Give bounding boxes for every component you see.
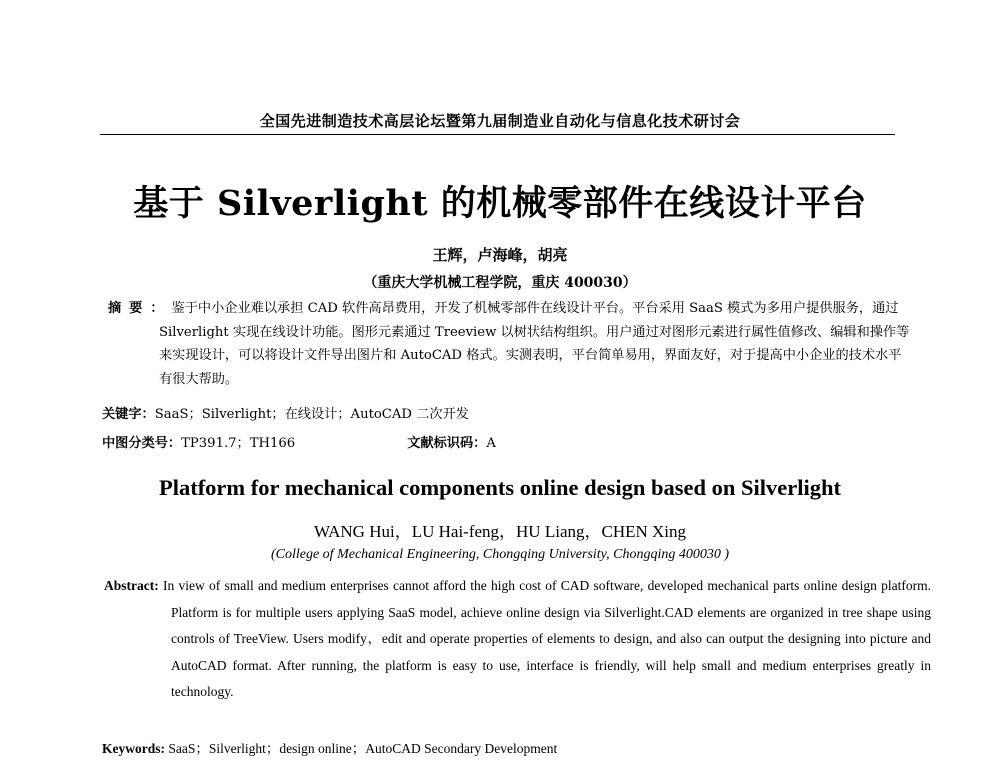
abstract-en (104, 573, 931, 706)
abstract-en-text: In view of small and medium enterprises cannot afford the high cost of CAD software, developed mechanical parts online design platform. Platform is for multiple users applying SaaS model, achieve online design via Silverlight.CAD elements are organized in tree shape using controls of TreeView. Users modify，edit and operate properties of elements to design, and also can output the designing into picture and AutoCAD format. After running, the platform is easy to use, interface is friendly, will help small and medium enterprises greatly in technology. (163, 578, 931, 699)
doc-code-value: A (486, 436, 496, 451)
abstract-cn (108, 297, 911, 391)
keywords-en-label: Keywords: (102, 741, 165, 756)
classification-line (102, 432, 496, 451)
paper-title-cn: 基于 Silverlight 的机械零部件在线设计平台 (133, 183, 867, 224)
header-rule (100, 134, 895, 135)
keywords-cn-label: 关键字： (102, 407, 155, 422)
classification-label: 中图分类号： (102, 436, 182, 451)
keywords-cn-text: SaaS；Silverlight；在线设计；AutoCAD 二次开发 (154, 407, 469, 422)
abstract-en-label: Abstract: (104, 578, 159, 593)
classification-value: TP391.7；TH166 (181, 436, 296, 451)
doc-code-label: 文献标识码： (407, 436, 487, 451)
affiliation-en: (College of Mechanical Engineering, Chongqing University, Chongqing 400030 ) (270, 547, 730, 562)
keywords-cn (102, 403, 469, 422)
affiliation-cn: （重庆大学机械工程学院，重庆 400030） (363, 275, 637, 291)
keywords-en (102, 737, 557, 757)
paper-title-en: Platform for mechanical components online design based on Silverlight (158, 475, 842, 500)
abstract-cn-text: 鉴于中小企业难以承担 CAD 软件高昂费用，开发了机械零部件在线设计平台。平台采用 SaaS 模式为多用户提供服务，通过 Silverlight 实现在线设计功能。图形元素通过 Treeview 以树状结构组织。用户通过对图形元素进行属性值修改、编辑和操作等来实现设计，可以将设计文件导出图片和 AutoCAD 格式。实测表明，平台简单易用，界面友好，对于提高中小企业的技术水平有很大帮助。 (159, 301, 910, 387)
authors-en: WANG Hui，LU Hai-feng，HU Liang，CHEN Xing (313, 522, 687, 541)
keywords-en-text: SaaS；Silverlight；design online；AutoCAD Secondary Development (168, 741, 558, 756)
abstract-cn-label: 摘要： (108, 301, 172, 316)
conference-header: 全国先进制造技术高层论坛暨第九届制造业自动化与信息化技术研讨会 (259, 112, 741, 130)
authors-cn: 王辉，卢海峰，胡亮 (432, 246, 568, 264)
